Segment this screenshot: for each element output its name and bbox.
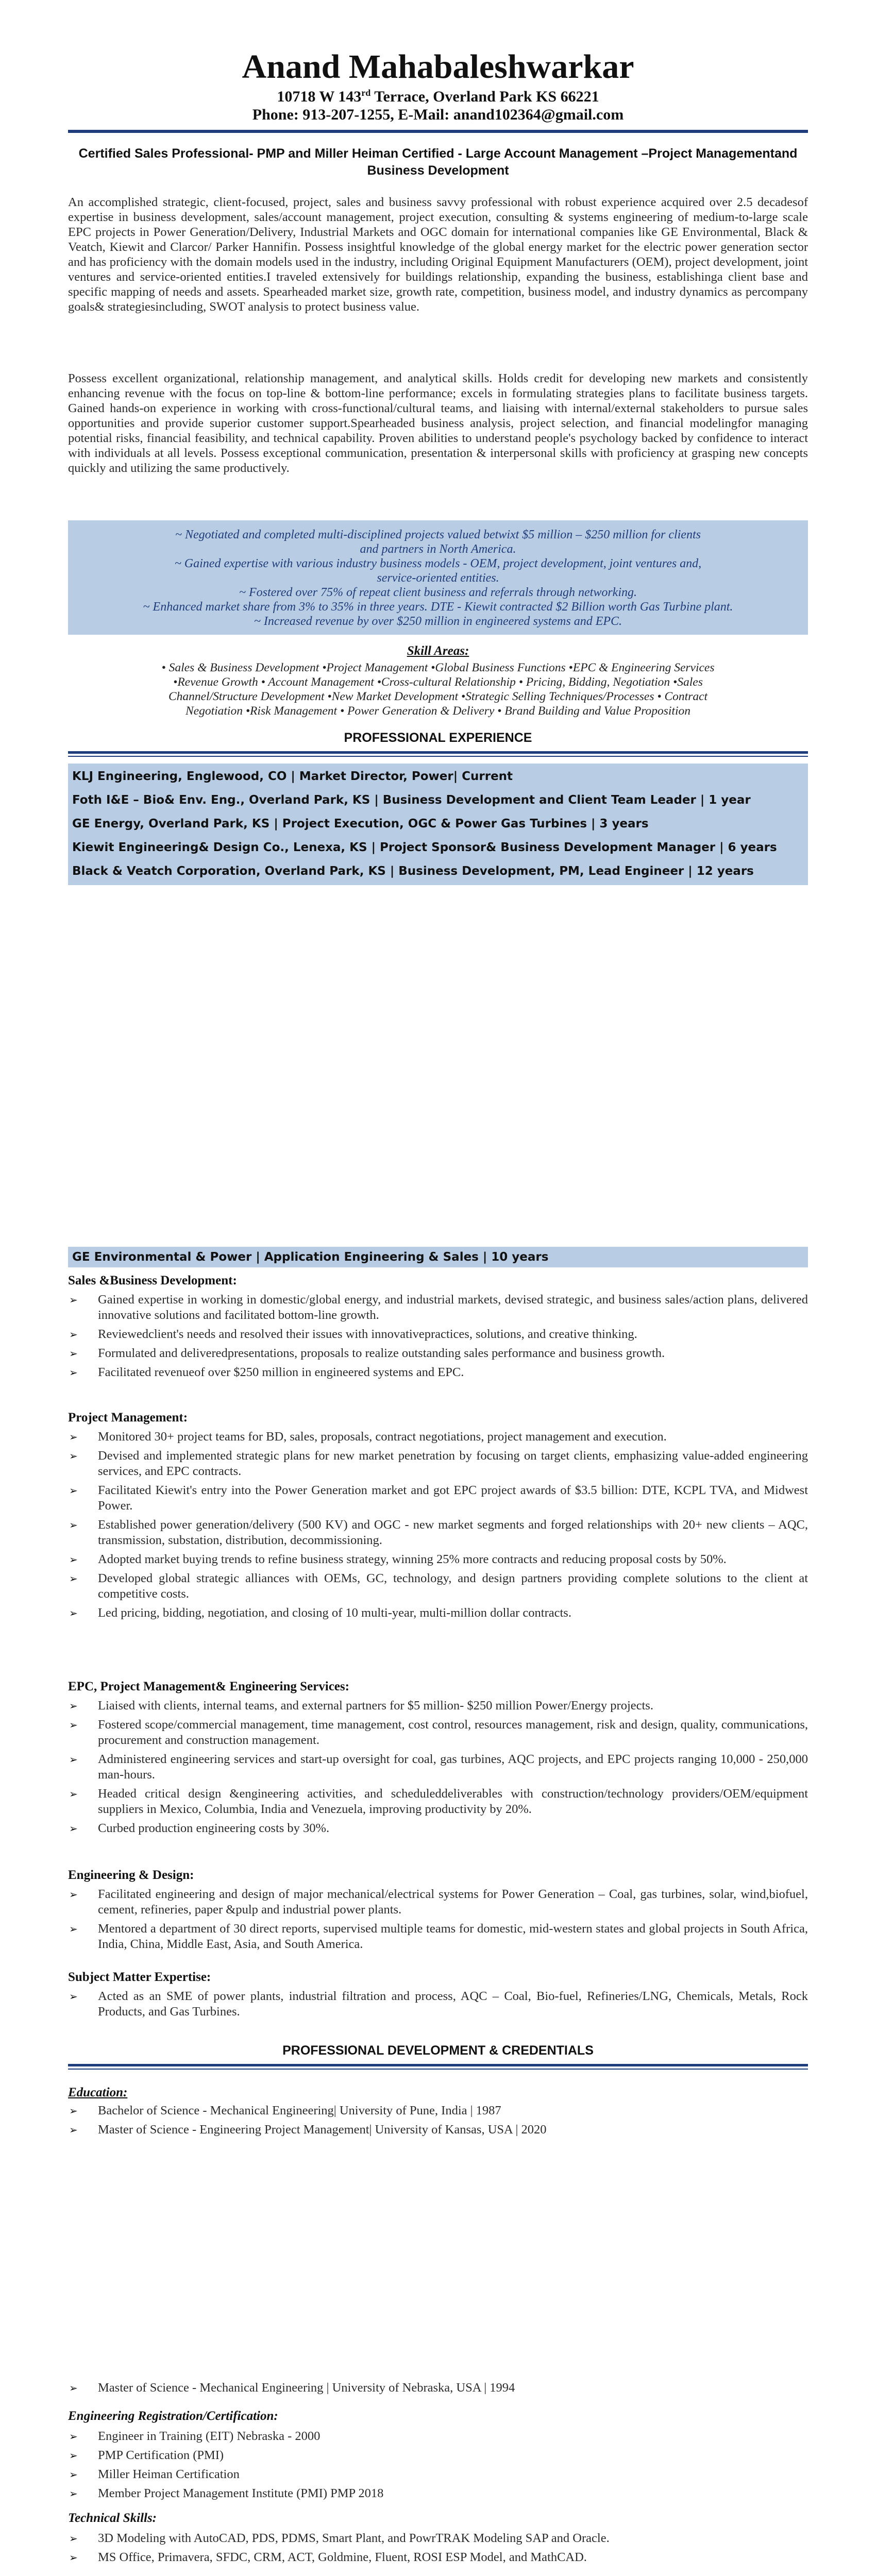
education-list-continued [68,2380,808,2399]
arrow-bullet-icon: ➢ [69,1294,78,1306]
arrow-bullet-icon: ➢ [69,2449,78,2462]
education-heading: Education: [68,2086,128,2099]
arrow-bullet-icon: ➢ [69,1366,78,1379]
address-line: 10718 W 143rd Terrace, Overland Park KS 66221 [277,88,599,105]
list-item: ➢ Monitored 30+ project teams for BD, sales, proposals, contract negotiations, project management and execution. [69,1430,667,1444]
arrow-bullet-icon: ➢ [69,1607,78,1619]
technical-skills-list [68,2531,808,2569]
highlight-line: ~ Fostered over 75% of repeat client business and referrals through networking. [239,586,637,599]
list-item: ➢ Curbed production engineering costs by 30%. [69,1821,330,1835]
experience-row: GE Energy, Overland Park, KS | Project Execution, OGC & Power Gas Turbines | 3 years [72,817,649,831]
list-item: ➢ Mentored a department of 30 direct reports, supervised multiple teams for domestic, mid-western states and global projects in South Africa, India, China, Middle East, Asia, and South America. [69,1922,808,1951]
experience-divider-thin [68,756,808,757]
list-item: ➢ Fostered scope/commercial management, time management, cost control, resources management, risk and design, quality, communications, procurement and construction management. [69,1718,808,1747]
highlight-line: ~ Increased revenue by over $250 million in engineered systems and EPC. [254,615,622,628]
experience-divider [68,751,808,754]
list-item: ➢ Miller Heiman Certification [69,2467,240,2481]
list-item: ➢ Facilitated revenueof over $250 million in engineered systems and EPC. [69,1365,464,1379]
list-item: ➢ MS Office, Primavera, SFDC, CRM, ACT, Goldmine, Fluent, ROSI ESP Model, and MathCAD. [69,2550,587,2564]
list-item: ➢ Formulated and deliveredpresentations, proposals to realize outstanding sales performance and business growth. [69,1346,665,1360]
arrow-bullet-icon: ➢ [69,1328,78,1341]
arrow-bullet-icon: ➢ [69,1347,78,1360]
career-highlights [68,520,808,635]
list-item: ➢ Gained expertise in working in domestic/global energy, and industrial markets, devised strategic, and business sales/action plans, delivered innovative solutions and facilitated bottom-line growth. [69,1293,808,1322]
skills-heading: Skill Areas: [407,644,469,658]
arrow-bullet-icon: ➢ [69,1822,78,1835]
technical-skills-heading: Technical Skills: [68,2511,157,2525]
highlight-line: and partners in North America. [360,543,516,556]
arrow-bullet-icon: ➢ [69,2430,78,2443]
bullet-list [68,1429,808,1624]
arrow-bullet-icon: ➢ [69,2532,78,2545]
list-item: ➢ Developed global strategic alliances with OEMs, GC, technology, and design partners providing complete solutions to the client at competitive costs. [69,1571,808,1601]
arrow-bullet-icon: ➢ [69,1888,78,1901]
list-item: ➢ Engineer in Training (EIT) Nebraska - 2000 [69,2429,321,2443]
arrow-bullet-icon: ➢ [69,2124,78,2136]
credentials-divider [68,2064,808,2066]
list-item: ➢ Headed critical design &engineering activities, and scheduleddeliverables with construction/technology providers/OEM/equipment suppliers in Mexico, Columbia, India and Venezuela, improving productivity by 20%. [69,1787,808,1816]
list-item: ➢ PMP Certification (PMI) [69,2448,224,2462]
arrow-bullet-icon: ➢ [69,2468,78,2481]
header-divider [68,130,808,133]
arrow-bullet-icon: ➢ [69,1719,78,1731]
section-subheading: Engineering & Design: [68,1868,194,1882]
list-item: ➢ Liaised with clients, internal teams, and external partners for $5 million- $250 million Power/Energy projects. [69,1699,653,1713]
list-item: ➢ 3D Modeling with AutoCAD, PDS, PDMS, Smart Plant, and PowrTRAK Modeling SAP and Oracle. [69,2531,610,2545]
list-item: ➢ Facilitated engineering and design of major mechanical/electrical systems for Power Generation – Coal, gas turbines, solar, wind,biofuel, cement, refineries, paper &pulp and industrial power plants. [69,1887,808,1917]
list-item: ➢ Reviewedclient's needs and resolved their issues with innovativepractices, solutions, and creative thinking. [69,1327,637,1341]
list-item: ➢ Bachelor of Science - Mechanical Engineering| University of Pune, India | 1987 [69,2104,501,2117]
highlight-line: service-oriented entities. [377,571,499,585]
arrow-bullet-icon: ➢ [69,1990,78,2003]
arrow-bullet-icon: ➢ [69,1753,78,1766]
candidate-name: Anand Mahabaleshwarkar [242,48,634,86]
arrow-bullet-icon: ➢ [69,2382,78,2394]
skills-line: • Sales & Business Development •Project Management •Global Business Functions •EPC & Engineering Services [161,661,715,674]
registration-heading: Engineering Registration/Certification: [68,2409,278,2423]
bullet-list [68,1989,808,2023]
arrow-bullet-icon: ➢ [69,1923,78,1935]
section-subheading: Subject Matter Expertise: [68,1970,211,1984]
section-subheading: Sales &Business Development: [68,1274,237,1287]
summary-paragraph-1: An accomplished strategic, client-focused, project, sales and business savvy professional with robust experience acquired over 2.5 decadesof expertise in business development, sales/account management, project execution, consulting & systems engineering of medium-to-large scale EPC projects in Power Generation/Delivery, Industrial Markets and OGC domain for international companies like GE Environmental, Black & Veatch, Kiewit and Clarcor/ Parker Hannifin. Possess insightful knowledge of the global energy market for the electric power generation sector and has proficiency with the domain models used in the industry, including Original Equipment Manufacturers (OEM), project development, joint ventures and service-oriented entities.I traveled extensively for buildings relationship, expanding the business, establishinga client base and specific mapping of needs and assets. Spearheaded market size, growth rate, competition, business model, and industry dynamics as percompany goals& strategiesincluding, SWOT analysis to protect business value. [68,195,808,314]
skills-line: Negotiation •Risk Management • Power Generation & Delivery • Brand Building and Value Proposition [185,704,690,718]
list-item: ➢ Facilitated Kiewit's entry into the Power Generation market and got EPC project awards of $3.5 billion: DTE, KCPL TVA, and Midwest Power. [69,1483,808,1513]
section-subheading: Project Management: [68,1411,188,1425]
arrow-bullet-icon: ➢ [69,1450,78,1462]
credentials-heading: PROFESSIONAL DEVELOPMENT & CREDENTIALS [282,2043,594,2058]
experience-row: Black & Veatch Corporation, Overland Park, KS | Business Development, PM, Lead Engineer | 12 years [72,865,754,878]
arrow-bullet-icon: ➢ [69,2487,78,2500]
experience-row: Kiewit Engineering& Design Co., Lenexa, KS | Project Sponsor& Business Development Manager | 6 years [72,841,777,854]
highlight-line: ~ Gained expertise with various industry business models - OEM, project development, joint ventures and, [174,557,702,570]
arrow-bullet-icon: ➢ [69,1519,78,1531]
skills-line: •Revenue Growth • Account Management •Cross-cultural Relationship • Pricing, Bidding, Negotiation •Sales [173,675,703,689]
bullet-list [68,1698,808,1840]
arrow-bullet-icon: ➢ [69,1553,78,1566]
experience-summary-box [68,764,808,885]
job-title-bar [68,1247,808,1267]
credentials-divider-thin [68,2069,808,2070]
section-subheading: EPC, Project Management& Engineering Services: [68,1680,349,1693]
education-list [68,2103,808,2141]
experience-row: Foth I&E – Bio& Env. Eng., Overland Park, KS | Business Development and Client Team Leader | 1 year [72,793,751,807]
list-item: ➢ Acted as an SME of power plants, industrial filtration and process, AQC – Coal, Bio-fuel, Refineries/LNG, Chemicals, Metals, Rock Products, and Gas Turbines. [69,1989,808,2019]
arrow-bullet-icon: ➢ [69,1572,78,1585]
arrow-bullet-icon: ➢ [69,2551,78,2564]
experience-row: KLJ Engineering, Englewood, CO | Market Director, Power| Current [72,770,513,783]
arrow-bullet-icon: ➢ [69,1700,78,1712]
job-title: GE Environmental & Power | Application Engineering & Sales | 10 years [72,1250,549,1264]
registration-list [68,2429,808,2505]
list-item: ➢ Master of Science - Engineering Project Management| University of Kansas, USA | 2020 [69,2123,547,2137]
skills-line: Channel/Structure Development •New Market Development •Strategic Selling Techniques/Processes • Contract [168,690,708,703]
list-item: ➢ Adopted market buying trends to refine business strategy, winning 25% more contracts and reducing proposal costs by 50%. [69,1552,727,1566]
arrow-bullet-icon: ➢ [69,2105,78,2117]
bullet-list [68,1292,808,1384]
list-item: ➢ Master of Science - Mechanical Engineering | University of Nebraska, USA | 1994 [69,2381,515,2395]
arrow-bullet-icon: ➢ [69,1788,78,1800]
experience-heading: PROFESSIONAL EXPERIENCE [344,731,532,745]
list-item: ➢ Devised and implemented strategic plans for new market penetration by focusing on target clients, emphasizing value-added engineering services, and EPC contracts. [69,1449,808,1478]
list-item: ➢ Administered engineering services and start-up oversight for coal, gas turbines, AQC projects, and EPC projects ranging 10,000 - 250,000 man-hours. [69,1752,808,1782]
list-item: ➢ Established power generation/delivery (500 KV) and OGC - new market segments and forged relationships with 20+ new clients – AQC, transmission, substation, distribution, decommissioning. [69,1518,808,1547]
bullet-list [68,1887,808,1956]
arrow-bullet-icon: ➢ [69,1484,78,1497]
highlight-line: ~ Negotiated and completed multi-disciplined projects valued betwixt $5 million – $250 million for clients [175,528,701,541]
list-item: ➢ Member Project Management Institute (PMI) PMP 2018 [69,2486,384,2500]
contact-line: Phone: 913-207-1255, E-Mail: anand102364@gmail.com [252,106,624,123]
highlight-line: ~ Enhanced market share from 3% to 35% in three years. DTE - Kiewit contracted $2 Billion worth Gas Turbine plant. [143,600,733,614]
summary-paragraph-2: Possess excellent organizational, relationship management, and analytical skills. Holds credit for developing new markets and consistently enhancing revenue with the focus on top-line & bottom-line performance; excels in formulating strategies plans to facilitate business targets. Gained hands-on experience in working with cross-functional/cultural teams, and liaising with internal/external stakeholders to pursue sales opportunities and provide superior customer support.Spearheaded business analysis, project selection, and financial modelingfor managing potential risks, financial feasibility, and technical capability. Proven abilities to understand people's psychology backed by confidence to interact with individuals at all levels. Possess exceptional communication, presentation & interpersonal skills with proficiency at grasping new concepts quickly and utilizing the same productively. [68,371,808,475]
arrow-bullet-icon: ➢ [69,1431,78,1443]
professional-headline: Certified Sales Professional- PMP and Miller Heiman Certified - Large Account Management –Project Managementand Business Development [78,146,798,178]
list-item: ➢ Led pricing, bidding, negotiation, and closing of 10 multi-year, multi-million dollar contracts. [69,1606,571,1620]
